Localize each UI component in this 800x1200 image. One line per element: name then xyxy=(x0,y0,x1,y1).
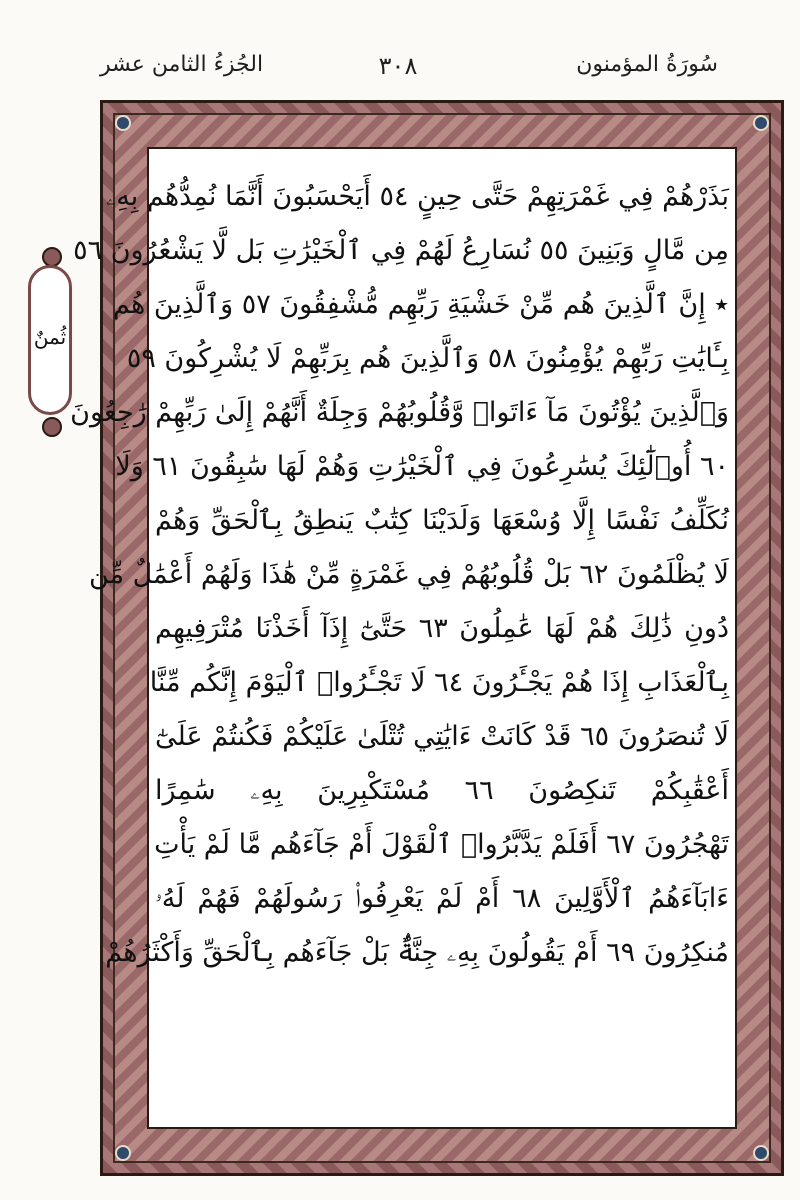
juz-title: الجُزءُ الثامن عشر xyxy=(100,52,264,77)
corner-rosette-icon xyxy=(115,1145,131,1161)
text-line: ٦٠ أُو۟لَٰٓئِكَ يُسَٰرِعُونَ فِي ٱلْخَيْرَٰتِ وَهُمْ لَهَا سَٰبِقُونَ ٦١ وَلَا xyxy=(115,451,729,482)
text-line: مِن مَّالٍ وَبَنِينَ ٥٥ نُسَارِعُ لَهُمْ فِي ٱلْخَيْرَٰتِ بَل لَّا يَشْعُرُونَ ٥٦ xyxy=(73,235,729,266)
text-line: تَهْجُرُونَ ٦٧ أَفَلَمْ يَدَّبَّرُوا۟ ٱلْقَوْلَ أَمْ جَآءَهُم مَّا لَمْ يَأْتِ xyxy=(154,829,729,860)
text-line: وَٱلَّذِينَ يُؤْتُونَ مَآ ءَاتَوا۟ وَّقُلُوبُهُمْ وَجِلَةٌ أَنَّهُمْ إِلَىٰ رَبِّهِمْ رَٰجِعُونَ xyxy=(70,397,729,428)
text-line: لَا يُظْلَمُونَ ٦٢ بَلْ قُلُوبُهُمْ فِي غَمْرَةٍ مِّنْ هَٰذَا وَلَهُمْ أَعْمَٰلٌ مِّن xyxy=(89,559,729,590)
corner-rosette-icon xyxy=(753,115,769,131)
marker-bottom-ornament-icon xyxy=(42,417,62,437)
text-line: بِٱلْعَذَابِ إِذَا هُمْ يَجْـَٔرُونَ ٦٤ لَا تَجْـَٔرُوا۟ ٱلْيَوْمَ إِنَّكُم مِّنَّا xyxy=(149,667,729,698)
marker-label: ثُمنٌ xyxy=(33,325,67,349)
text-line: بِـَٔايَٰتِ رَبِّهِمْ يُؤْمِنُونَ ٥٨ وَٱلَّذِينَ هُم بِرَبِّهِمْ لَا يُشْرِكُونَ ٥٩ xyxy=(126,343,729,374)
marker-top-ornament-icon xyxy=(42,247,62,267)
page-number: ٣٠٨ xyxy=(378,52,418,80)
text-line: دُونِ ذَٰلِكَ هُمْ لَهَا عَٰمِلُونَ ٦٣ حَتَّىٰٓ إِذَآ أَخَذْنَا مُتْرَفِيهِم xyxy=(155,613,729,644)
corner-rosette-icon xyxy=(753,1145,769,1161)
text-line: نُكَلِّفُ نَفْسًا إِلَّا وُسْعَهَا وَلَدَيْنَا كِتَٰبٌ يَنطِقُ بِٱلْحَقِّ وَهُمْ xyxy=(155,505,729,536)
text-line: لَا تُنصَرُونَ ٦٥ قَدْ كَانَتْ ءَايَٰتِي تُتْلَىٰ عَلَيْكُمْ فَكُنتُمْ عَلَىٰٓ xyxy=(155,721,730,752)
surah-title: سُورَةُ المؤمنون xyxy=(576,52,718,77)
corner-rosette-icon xyxy=(115,115,131,131)
text-line: مُنكِرُونَ ٦٩ أَمْ يَقُولُونَ بِهِۦ جِنَّةٌۢ بَلْ جَآءَهُم بِٱلْحَقِّ وَأَكْثَرُهُمْ xyxy=(105,937,729,968)
text-line: ءَابَآءَهُمُ ٱلْأَوَّلِينَ ٦٨ أَمْ لَمْ يَعْرِفُوا۟ رَسُولَهُمْ فَهُمْ لَهُۥ xyxy=(155,883,729,914)
verse-lines xyxy=(70,170,730,980)
text-line: ٭ إِنَّ ٱلَّذِينَ هُم مِّنْ خَشْيَةِ رَبِّهِم مُّشْفِقُونَ ٥٧ وَٱلَّذِينَ هُم xyxy=(113,289,729,320)
page-header xyxy=(0,52,800,92)
text-line: بَذَرْهُمْ فِي غَمْرَتِهِمْ حَتَّى حِينٍ ٥٤ أَيَحْسَبُونَ أَنَّمَا نُمِدُّهُم بِهِۦ xyxy=(106,181,729,212)
text-line: أَعْقَٰبِكُمْ تَنكِصُونَ ٦٦ مُسْتَكْبِرِينَ بِهِۦ سَٰمِرًا xyxy=(155,775,729,806)
